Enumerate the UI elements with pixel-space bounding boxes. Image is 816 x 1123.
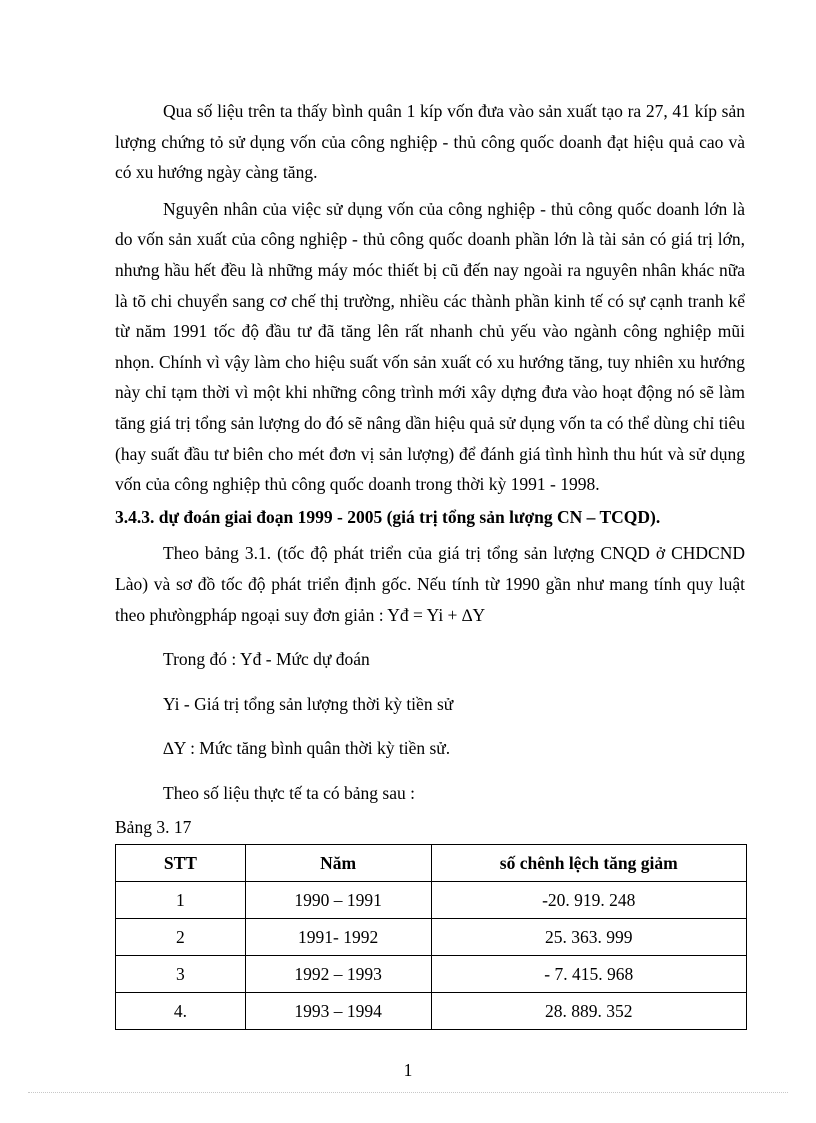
definition-delta-y: ∆Y : Mức tăng bình quân thời kỳ tiền sử. <box>163 738 451 759</box>
cell-year: 1990 – 1991 <box>245 882 431 919</box>
table-row <box>116 956 747 993</box>
cell-difference: - 7. 415. 968 <box>431 956 747 993</box>
cell-year: 1992 – 1993 <box>245 956 431 993</box>
cell-difference: 25. 363. 999 <box>431 919 747 956</box>
intro-table: Theo số liệu thực tế ta có bảng sau : <box>163 782 415 803</box>
definition-yi: Yi - Giá trị tổng sản lượng thời kỳ tiền sử <box>163 693 454 714</box>
data-table <box>115 844 747 1030</box>
paragraph-capital-efficiency: Qua số liệu trên ta thấy bình quân 1 kíp vốn đưa vào sản xuất tạo ra 27, 41 kíp sản lượng chứng tỏ sử dụng vốn của công nghiệp - thủ công quốc doanh đạt hiệu quả cao và có xu hướng ngày càng tăng. <box>115 101 745 183</box>
cell-difference: -20. 919. 248 <box>431 882 747 919</box>
page-bottom-divider <box>28 1092 788 1093</box>
column-header-stt: STT <box>116 845 246 882</box>
table-row <box>116 919 747 956</box>
cell-stt: 4. <box>116 993 246 1030</box>
cell-stt: 1 <box>116 882 246 919</box>
definition-yd: Trong đó : Yđ - Mức dự đoán <box>163 649 370 670</box>
cell-stt: 3 <box>116 956 246 993</box>
column-header-year: Năm <box>245 845 431 882</box>
table-row <box>116 993 747 1030</box>
column-header-difference: số chênh lệch tăng giảm <box>431 845 747 882</box>
paragraph-forecast-method: Theo bảng 3.1. (tốc độ phát triển của giá trị tổng sản lượng CNQD ở CHDCND Lào) và sơ đồ tốc độ phát triển định gốc. Nếu tính từ 1990 gần như mang tính quy luật theo phưòngpháp ngoại suy đơn giản : Yđ = Yi + ∆Y <box>115 543 745 625</box>
table-row <box>116 882 747 919</box>
page-content <box>115 96 745 1030</box>
table-caption: Bảng 3. 17 <box>115 817 192 838</box>
page-number: 1 <box>403 1060 413 1080</box>
cell-stt: 2 <box>116 919 246 956</box>
cell-difference: 28. 889. 352 <box>431 993 747 1030</box>
section-heading: 3.4.3. dự đoán giai đoạn 1999 - 2005 (giá trị tổng sản lượng CN – TCQD). <box>115 506 661 527</box>
paragraph-causes: Nguyên nhân của việc sử dụng vốn của công nghiệp - thủ công quốc doanh lớn là do vốn sản xuất của công nghiệp - thủ công quốc doanh phần lớn là tài sản có giá trị lớn, nhưng hầu hết đều là những máy móc thiết bị cũ đến nay ngoài ra nguyên nhân khác nữa là tõ chi chuyển sang cơ chế thị trường, nhiều các thành phần kinh tế có sự cạnh tranh kể từ năm 1991 tốc độ đầu tư đã tăng lên rất nhanh chủ yếu vào ngành công nghiệp mũi nhọn. Chính vì vậy làm cho hiệu suất vốn sản xuất có xu hướng tăng, tuy nhiên xu hướng này chỉ tạm thời vì một khi những công trình mới xây dựng đưa vào hoạt động nó sẽ làm tăng giá trị tổng sản lượng do đó sẽ nâng dần hiệu quả sử dụng vốn ta có thể dùng chỉ tiêu (hay suất đầu tư biên cho mét đơn vị sản lượng) để đánh giá tình hình thu hút và sử dụng vốn của công nghiệp thủ công quốc doanh trong thời kỳ 1991 - 1998. <box>115 198 745 495</box>
cell-year: 1993 – 1994 <box>245 993 431 1030</box>
table-header-row <box>116 845 747 882</box>
cell-year: 1991- 1992 <box>245 919 431 956</box>
